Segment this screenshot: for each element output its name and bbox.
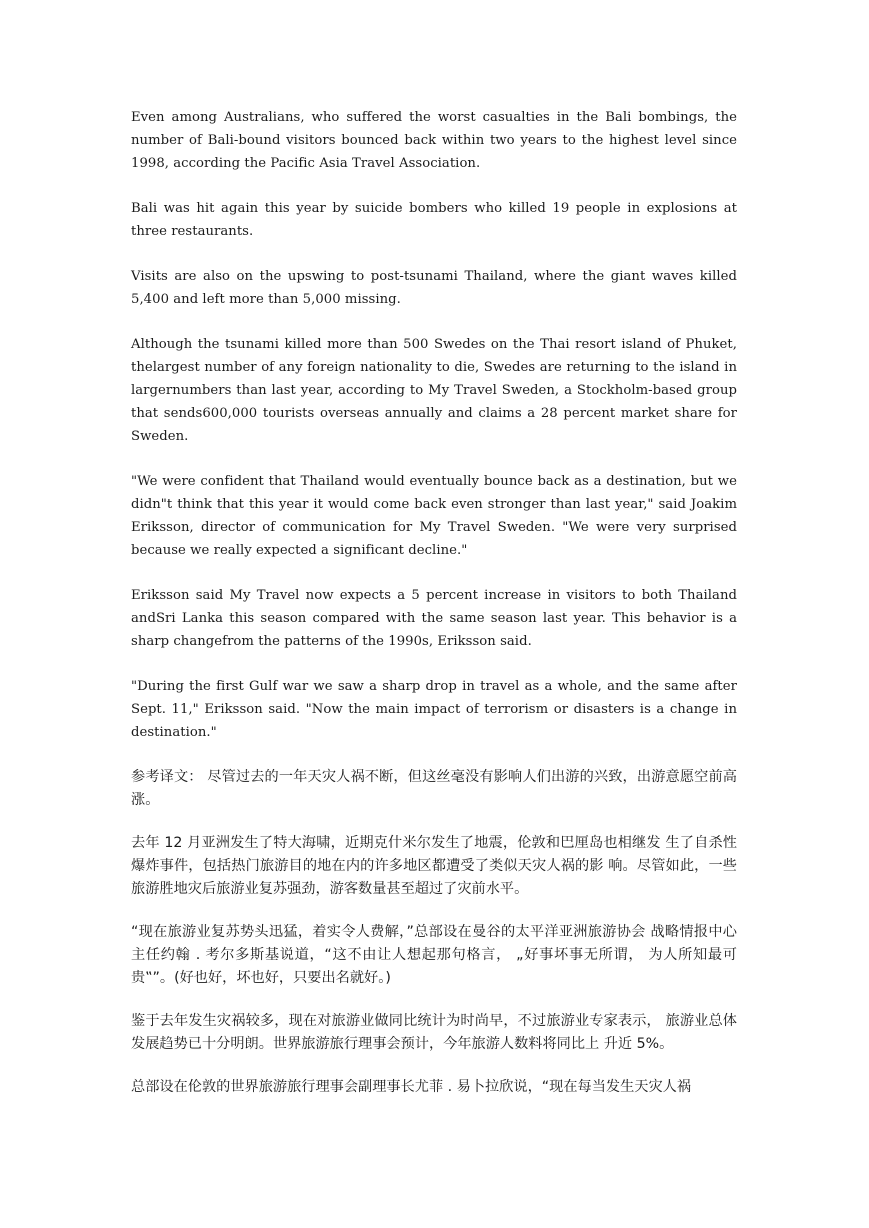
paragraph-swedes-returning: Although the tsunami killed more than 500 Swedes on the Thai resort island of Phuket, thelargest number of any foreign nationality to die, Swedes are returning to the island in largernumbers than last year, according to My Travel Sweden, a Stockholm-based group that sends600,000 tourists overseas annually and claims a 28 percent market share for Sweden.	[131, 337, 737, 444]
paragraph-zh-wttc: 总部设在伦敦的世界旅游旅行理事会副理事长尤菲 . 易卜拉欣说，“现在每当发生天灾人祸	[131, 1079, 692, 1095]
paragraph-reference-translation: 参考译文： 尽管过去的一年天灾人祸不断，但这丝毫没有影响人们出游的兴致，出游意愿空前高涨。	[131, 769, 737, 808]
paragraph-thailand-upswing: Visits are also on the upswing to post-tsunami Thailand, where the giant waves killed 5,400 and left more than 5,000 missing.	[131, 269, 737, 307]
paragraph-zh-recovery-quote: “现在旅游业复苏势头迅猛，着实令人费解，”总部设在曼谷的太平洋亚洲旅游协会 战略情报中心主任约翰 . 考尔多斯基说道，“这不由让人想起那句格言， „好事坏事无所谓， 为人所知最可贵‟”。(好也好，坏也好，只要出名就好。)	[131, 924, 737, 986]
paragraph-zh-tsunami: 去年 12 月亚洲发生了特大海啸，近期克什米尔发生了地震，伦敦和巴厘岛也相继发 生了自杀性爆炸事件，包括热门旅游目的地在内的许多地区都遭受了类似天灾人祸的影 响。尽管如此，一些旅游胜地灾后旅游业复苏强劲，游客数量甚至超过了灾前水平。	[131, 835, 737, 897]
paragraph-bali-bombers: Bali was hit again this year by suicide bombers who killed 19 people in explosions at three restaurants.	[131, 201, 737, 239]
paragraph-eriksson-quote: "We were confident that Thailand would eventually bounce back as a destination, but we didn"t think that this year it would come back even stronger than last year," said Joakim Eriksson, director of communication for My Travel Sweden. "We were very surprised because we really expected a significant decline."	[131, 474, 737, 558]
paragraph-australians-bali: Even among Australians, who suffered the worst casualties in the Bali bombings, the number of Bali-bound visitors bounced back within two years to the highest level since 1998, according the Pacific Asia Travel Association.	[131, 110, 737, 171]
paragraph-zh-statistics: 鉴于去年发生灾祸较多，现在对旅游业做同比统计为时尚早，不过旅游业专家表示， 旅游业总体发展趋势已十分明朗。世界旅游旅行理事会预计，今年旅游人数料将同比上 升近 5%。	[131, 1013, 737, 1052]
document-body	[131, 106, 737, 1099]
paragraph-gulf-war-quote: "During the first Gulf war we saw a sharp drop in travel as a whole, and the same after Sept. 11," Eriksson said. "Now the main impact of terrorism or disasters is a change in destination."	[131, 679, 737, 740]
paragraph-mytravel-expects: Eriksson said My Travel now expects a 5 percent increase in visitors to both Thailand andSri Lanka this season compared with the same season last year. This behavior is a sharp changefrom the patterns of the 1990s, Eriksson said.	[131, 588, 737, 649]
